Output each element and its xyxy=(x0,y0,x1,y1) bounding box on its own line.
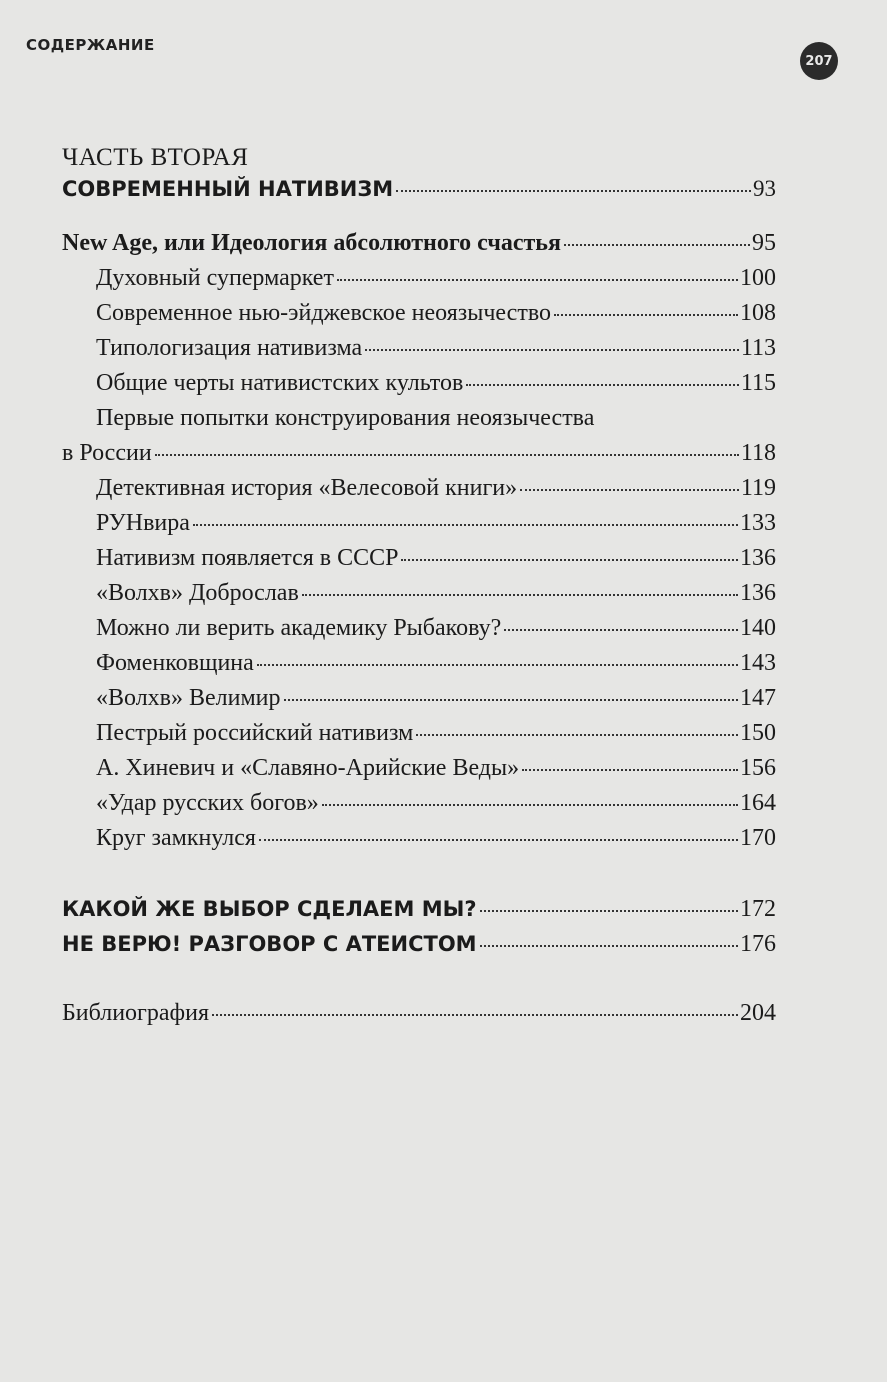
toc-entry[interactable] xyxy=(62,475,776,510)
toc-entry[interactable] xyxy=(62,265,776,300)
toc-entry[interactable] xyxy=(62,650,776,685)
toc-entry-page: 115 xyxy=(740,370,776,396)
toc-entry-page: 108 xyxy=(740,300,776,326)
toc-entry-title: New Age, или Идеология абсолютного счастья xyxy=(62,230,561,256)
dot-leader xyxy=(554,314,738,316)
toc-entry-title: СОВРЕМЕННЫЙ НАТИВИЗМ xyxy=(62,177,394,201)
toc-entry-page: 93 xyxy=(753,176,776,201)
toc-entry-title: Современное нью-эйджевское неоязычество xyxy=(96,300,551,326)
dot-leader xyxy=(396,190,751,192)
dot-leader xyxy=(259,839,738,841)
toc-entry-title: «Волхв» Велимир xyxy=(96,685,281,711)
running-head: СОДЕРЖАНИЕ xyxy=(26,36,155,54)
dot-leader xyxy=(522,769,738,771)
dot-leader xyxy=(504,629,738,631)
part-label-text: ЧАСТЬ ВТОРАЯ xyxy=(62,144,249,171)
dot-leader xyxy=(337,279,738,281)
toc-entry-page: 113 xyxy=(740,335,776,361)
toc-entry-page: 176 xyxy=(740,931,776,957)
dot-leader xyxy=(322,804,738,806)
toc-entry-page: 118 xyxy=(740,440,776,466)
toc-entry[interactable] xyxy=(62,300,776,335)
toc-entry-title: Общие черты нативистских культов xyxy=(96,370,464,396)
toc-entry-title: Нативизм появляется в СССР xyxy=(96,545,399,571)
toc-entry-title: Круг замкнулся xyxy=(96,825,256,851)
toc-entry-page: 170 xyxy=(740,825,776,851)
toc-entry[interactable] xyxy=(62,825,776,860)
toc-entry-title: Детективная история «Велесовой книги» xyxy=(96,475,518,501)
toc-entry[interactable] xyxy=(62,615,776,650)
dot-leader xyxy=(520,489,739,491)
toc-entry-page: 100 xyxy=(740,265,776,291)
toc-entry[interactable] xyxy=(62,720,776,755)
toc-entry-page: 140 xyxy=(740,615,776,641)
toc-entry-page: 156 xyxy=(740,755,776,781)
toc-entry-part-title[interactable] xyxy=(62,176,776,212)
toc-entry-chapter[interactable] xyxy=(62,230,776,265)
dot-leader xyxy=(365,349,739,351)
table-of-contents xyxy=(62,140,776,1035)
dot-leader xyxy=(466,384,739,386)
dot-leader xyxy=(401,559,738,561)
toc-entry[interactable] xyxy=(62,790,776,825)
dot-leader xyxy=(257,664,738,666)
toc-entry-page: 147 xyxy=(740,685,776,711)
toc-entry-closing[interactable] xyxy=(62,896,776,931)
toc-entry-title: Библиография xyxy=(62,1000,209,1026)
toc-entry-title: РУНвира xyxy=(96,510,190,536)
part-label xyxy=(62,140,776,176)
toc-entry-title: в России xyxy=(62,440,152,466)
toc-entry-page: 150 xyxy=(740,720,776,746)
toc-entry[interactable] xyxy=(62,755,776,790)
toc-entry-page: 143 xyxy=(740,650,776,676)
toc-entry-title: «Удар русских богов» xyxy=(96,790,319,816)
toc-entry[interactable] xyxy=(62,580,776,615)
dot-leader xyxy=(564,244,750,246)
toc-entry-page: 95 xyxy=(752,230,776,256)
toc-entry-page: 136 xyxy=(740,580,776,606)
toc-entry-page: 133 xyxy=(740,510,776,536)
toc-entry-wrapped-line2[interactable] xyxy=(62,440,776,475)
dot-leader xyxy=(302,594,738,596)
toc-entry-page: 172 xyxy=(740,896,776,922)
toc-entry-title: КАКОЙ ЖЕ ВЫБОР СДЕЛАЕМ МЫ? xyxy=(62,897,477,921)
toc-entry-bibliography[interactable] xyxy=(62,1000,776,1035)
toc-entry[interactable] xyxy=(62,370,776,405)
toc-entry-title: Пестрый российский нативизм xyxy=(96,720,414,746)
dot-leader xyxy=(193,524,738,526)
dot-leader xyxy=(212,1014,738,1016)
toc-entry-wrapped-line1[interactable] xyxy=(62,405,776,440)
dot-leader xyxy=(416,734,738,736)
toc-entry-page: 204 xyxy=(740,1000,776,1026)
toc-entry-title: НЕ ВЕРЮ! РАЗГОВОР С АТЕИСТОМ xyxy=(62,932,477,956)
toc-entry[interactable] xyxy=(62,335,776,370)
toc-entry-title: «Волхв» Доброслав xyxy=(96,580,299,606)
toc-entry-title: Духовный супермаркет xyxy=(96,265,334,291)
toc-entry-title: Можно ли верить академику Рыбакову? xyxy=(96,615,502,641)
toc-entry[interactable] xyxy=(62,685,776,720)
toc-entry-title: А. Хиневич и «Славяно-Арийские Веды» xyxy=(96,755,520,781)
toc-entry-title: Первые попытки конструирования неоязычества xyxy=(96,405,595,431)
toc-entry-page: 136 xyxy=(740,545,776,571)
toc-entry-title: Фоменковщина xyxy=(96,650,254,676)
dot-leader xyxy=(155,454,739,456)
toc-entry-page: 119 xyxy=(740,475,776,501)
toc-entry[interactable] xyxy=(62,510,776,545)
toc-entry[interactable] xyxy=(62,545,776,580)
dot-leader xyxy=(480,945,738,947)
toc-entry-closing[interactable] xyxy=(62,931,776,966)
dot-leader xyxy=(480,910,738,912)
page-number-badge: 207 xyxy=(800,42,838,80)
dot-leader xyxy=(284,699,738,701)
toc-entry-title: Типологизация нативизма xyxy=(96,335,363,361)
toc-entry-page: 164 xyxy=(740,790,776,816)
